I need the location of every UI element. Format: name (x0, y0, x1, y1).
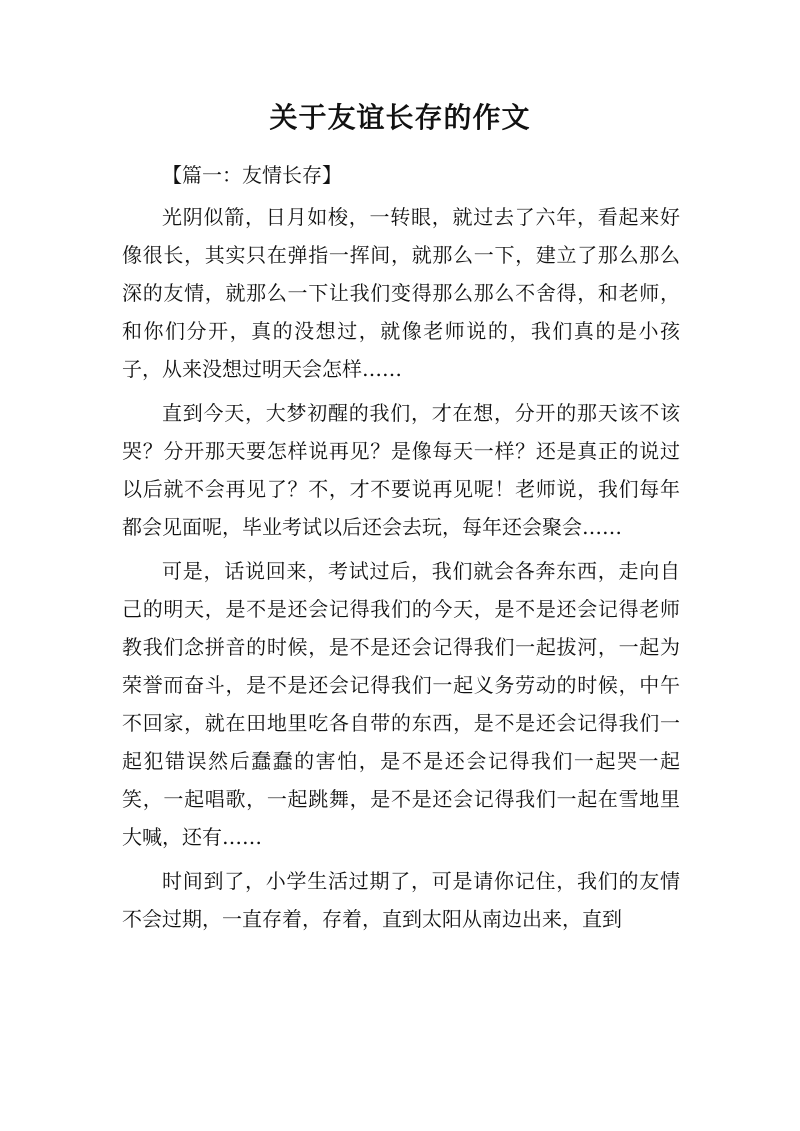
paragraph-2: 直到今天，大梦初醒的我们，才在想，分开的那天该不该哭？分开那天要怎样说再见？是像每天一样？还是真正的说过以后就不会再见了？不，才不要说再见呢！老师说，我们每年都会见面呢，毕业考试以后还会去玩，每年还会聚会…… (122, 401, 680, 539)
paragraph-4: 时间到了，小学生活过期了，可是请你记住，我们的友情不会过期，一直存着，存着，直到太阳从南边出来，直到 (122, 869, 680, 931)
document-title: 关于友谊长存的作文 (269, 101, 531, 134)
document-body (122, 156, 680, 944)
paragraph-3: 可是，话说回来，考试过后，我们就会各奔东西，走向自己的明天，是不是还会记得我们的今天，是不是还会记得老师教我们念拼音的时候，是不是还会记得我们一起拔河，一起为荣誉而奋斗，是不是还会记得我们一起义务劳动的时候，中午不回家，就在田地里吃各自带的东西，是不是还会记得我们一起犯错误然后蠢蠢的害怕，是不是还会记得我们一起哭一起笑，一起唱歌，一起跳舞，是不是还会记得我们一起在雪地里大喊，还有…… (122, 559, 680, 849)
section-heading: 【篇一：友情长存】 (162, 163, 342, 187)
paragraph-1: 光阴似箭，日月如梭，一转眼，就过去了六年，看起来好像很长，其实只在弹指一挥间，就那么一下，建立了那么那么深的友情，就那么一下让我们变得那么那么不舍得，和老师，和你们分开，真的没想过，就像老师说的，我们真的是小孩子，从来没想过明天会怎样…… (122, 205, 680, 381)
